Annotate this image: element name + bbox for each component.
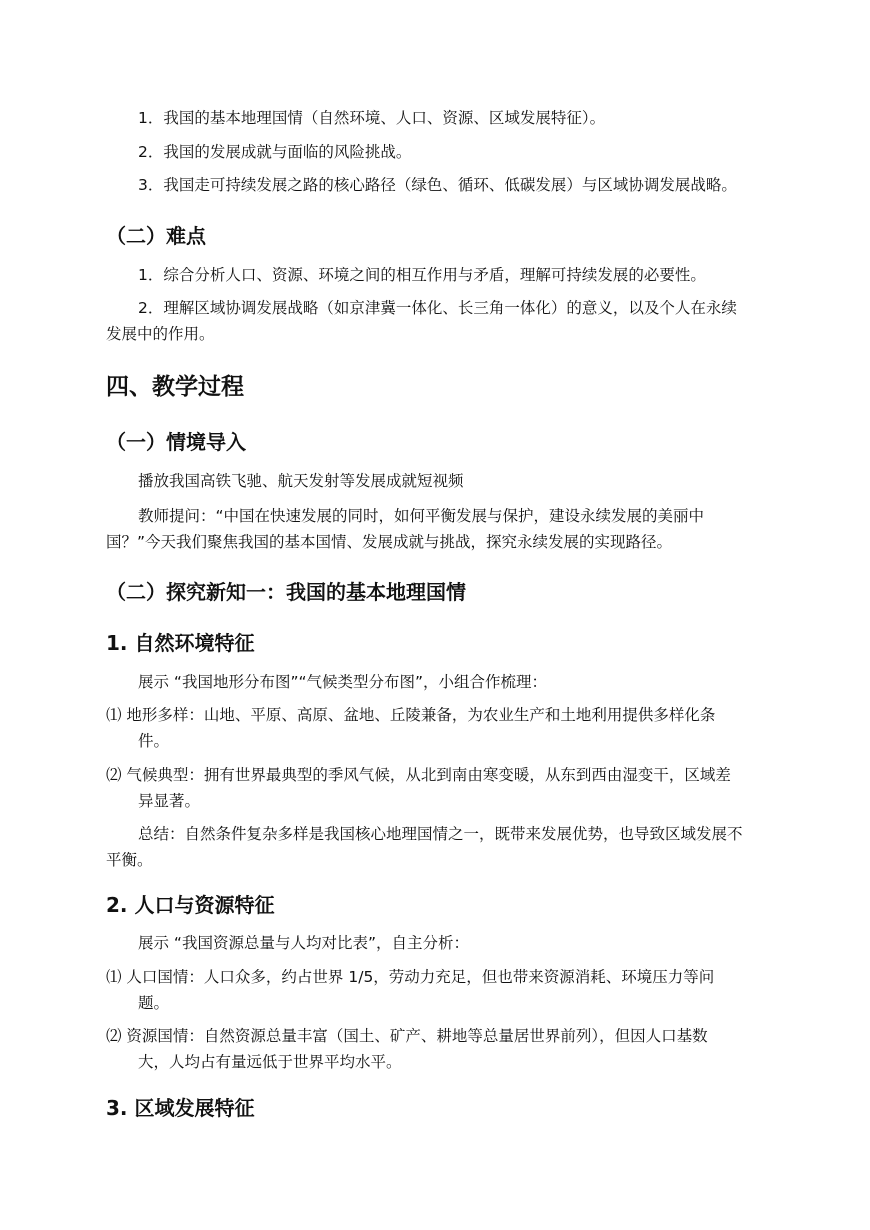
difficulty-heading: （二）难点 — [106, 224, 206, 248]
nature-show-text: 展示 “我国地形分布图”“气候类型分布图”，小组合作梳理： — [138, 673, 548, 691]
focus-item-3: 3．我国走可持续发展之路的核心路径（绿色、循环、低碳发展）与区域协调发展战略。 — [138, 176, 737, 194]
intro-paragraph-2-line2: 国？”今天我们聚焦我国的基本国情、发展成就与挑战，探究永续发展的实现路径。 — [106, 533, 673, 551]
nature-heading: 1. 自然环境特征 — [106, 631, 255, 655]
population-item-1-line2: 题。 — [138, 994, 170, 1012]
population-item-2-line1: ⑵ 资源国情：自然资源总量丰富（国土、矿产、耕地等总量居世界前列），但因人口基数 — [106, 1027, 708, 1045]
nature-summary-line2: 平衡。 — [106, 851, 153, 869]
region-heading: 3. 区域发展特征 — [106, 1096, 255, 1120]
difficulty-item-2-line2: 发展中的作用。 — [106, 325, 215, 343]
population-item-2-line2: 大，人均占有量远低于世界平均水平。 — [138, 1053, 402, 1071]
intro-paragraph-2-line1: 教师提问：“中国在快速发展的同时，如何平衡发展与保护，建设永续发展的美丽中 — [138, 507, 705, 525]
focus-item-1: 1．我国的基本地理国情（自然环境、人口、资源、区域发展特征）。 — [138, 109, 606, 127]
population-show-text: 展示 “我国资源总量与人均对比表”，自主分析： — [138, 934, 469, 952]
nature-item-1-line2: 件。 — [138, 732, 170, 750]
difficulty-item-2-line1: 2．理解区域协调发展战略（如京津冀一体化、长三角一体化）的意义，以及个人在永续 — [138, 299, 737, 317]
intro-heading: （一）情境导入 — [106, 430, 246, 454]
population-heading: 2. 人口与资源特征 — [106, 893, 275, 917]
intro-paragraph-1: 播放我国高铁飞驰、航天发射等发展成就短视频 — [138, 472, 464, 490]
section-heading-teaching-process: 四、教学过程 — [106, 374, 244, 400]
nature-item-2-line1: ⑵ 气候典型：拥有世界最典型的季风气候，从北到南由寒变暖，从东到西由湿变干，区域差 — [106, 766, 731, 784]
population-item-1-line1: ⑴ 人口国情：人口众多，约占世界 1/5，劳动力充足，但也带来资源消耗、环境压力等问 — [106, 968, 715, 986]
focus-item-2: 2．我国的发展成就与面临的风险挑战。 — [138, 143, 412, 161]
difficulty-item-1: 1．综合分析人口、资源、环境之间的相互作用与矛盾，理解可持续发展的必要性。 — [138, 266, 706, 284]
nature-item-1-line1: ⑴ 地形多样：山地、平原、高原、盆地、丘陵兼备，为农业生产和土地利用提供多样化条 — [106, 706, 716, 724]
explore-heading: （二）探究新知一：我国的基本地理国情 — [106, 580, 466, 604]
nature-summary-line1: 总结：自然条件复杂多样是我国核心地理国情之一，既带来发展优势，也导致区域发展不 — [138, 825, 743, 843]
nature-item-2-line2: 异显著。 — [138, 792, 201, 810]
